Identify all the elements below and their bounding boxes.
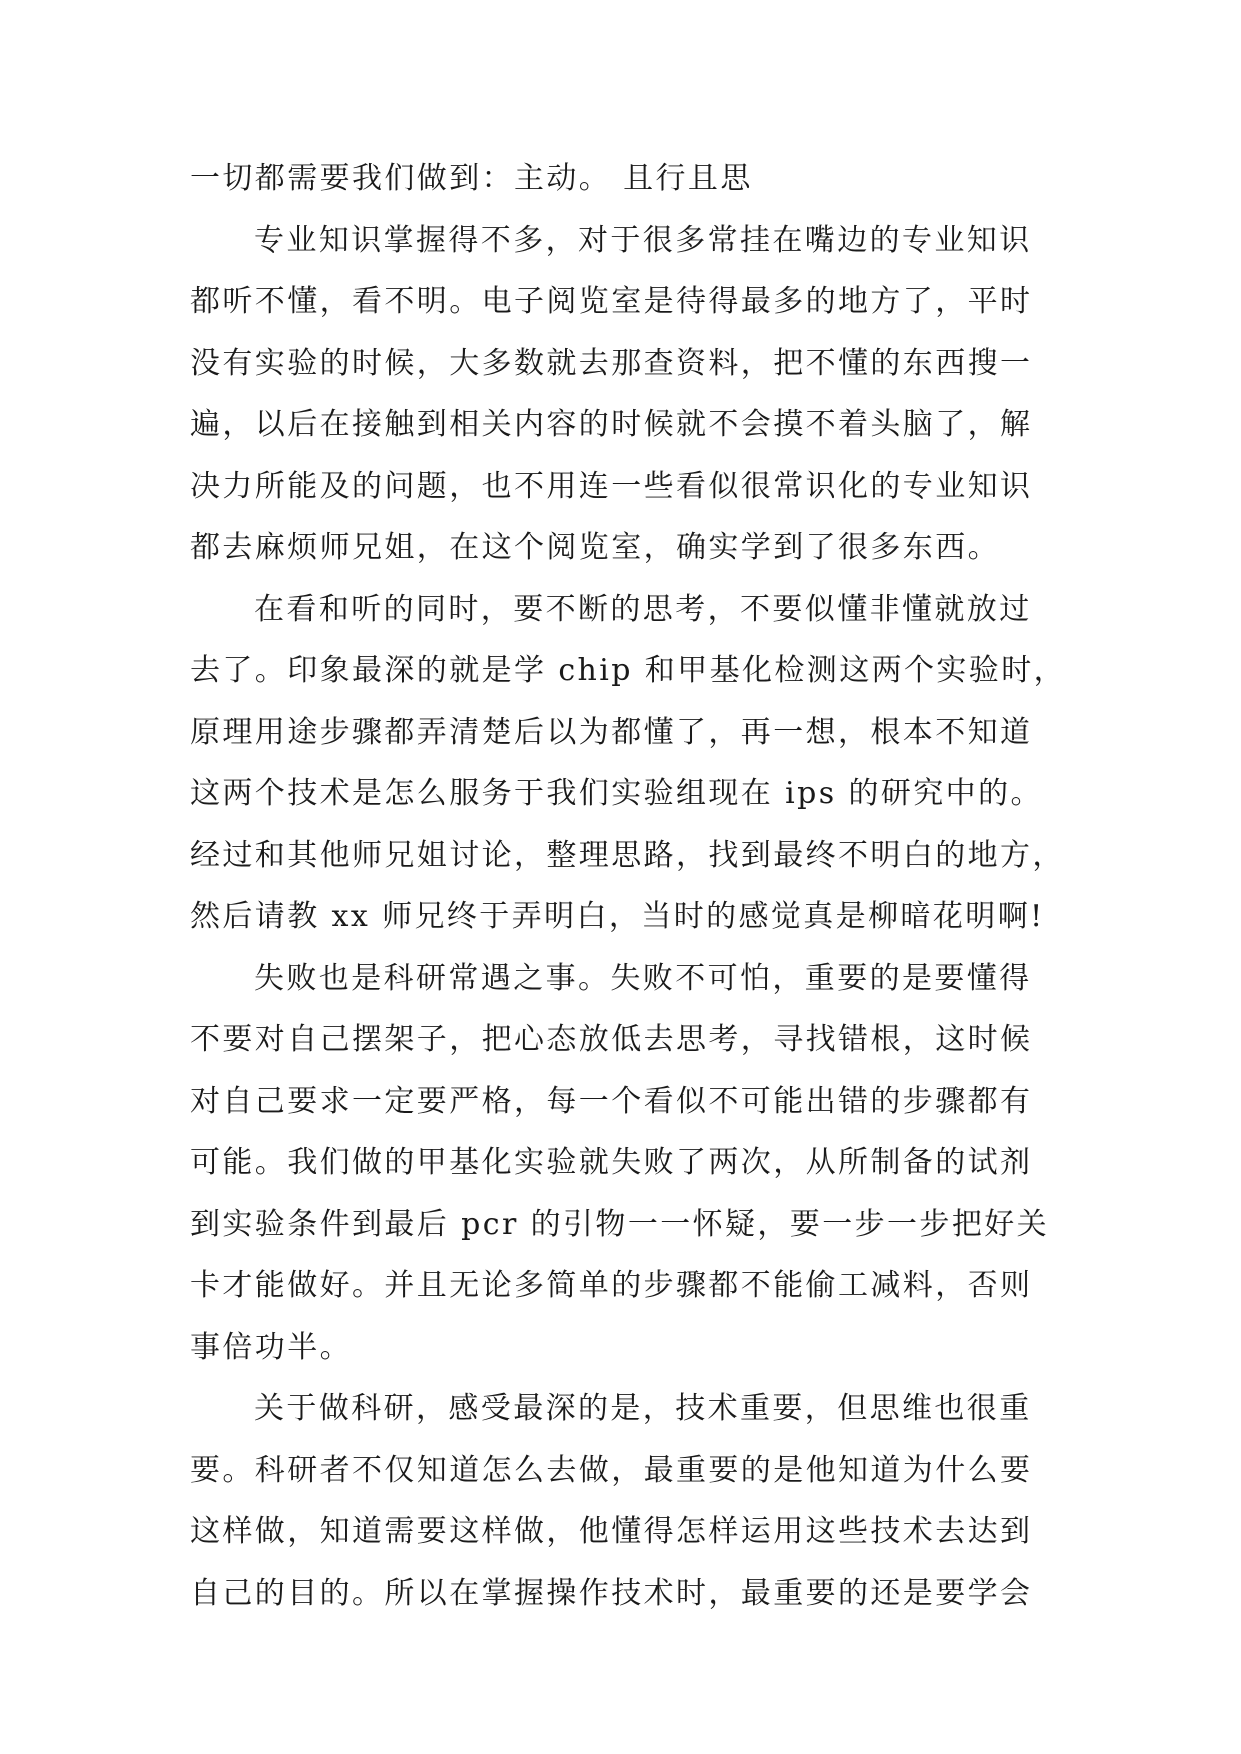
- text-line: 这两个技术是怎么服务于我们实验组现在 ips 的研究中的。: [190, 776, 1043, 811]
- text-line: 都去麻烦师兄姐，在这个阅览室，确实学到了很多东西。: [190, 530, 1000, 565]
- text-line: 一切都需要我们做到：主动。 且行且思: [190, 161, 753, 196]
- text-line: 自己的目的。所以在掌握操作技术时，最重要的还是要学会: [190, 1575, 1033, 1611]
- text-line: 决力所能及的问题，也不用连一些看似很常识化的专业知识: [190, 468, 1033, 504]
- text-line: 原理用途步骤都弄清楚后以为都懂了，再一想，根本不知道: [190, 714, 1033, 750]
- paragraph-start-line: 在看和听的同时，要不断的思考，不要似懂非懂就放过: [254, 591, 1032, 627]
- paragraph-start-line: 专业知识掌握得不多，对于很多常挂在嘴边的专业知识: [254, 222, 1032, 258]
- text-line: 对自己要求一定要严格，每一个看似不可能出错的步骤都有: [190, 1083, 1033, 1119]
- text-line: 没有实验的时候，大多数就去那查资料，把不懂的东西搜一: [190, 345, 1033, 381]
- text-line: 事倍功半。: [190, 1329, 352, 1365]
- paragraph-start-line: 关于做科研，感受最深的是，技术重要，但思维也很重: [254, 1391, 1032, 1426]
- text-line: 要。科研者不仅知道怎么去做，最重要的是他知道为什么要: [190, 1452, 1033, 1488]
- text-line: 去了。印象最深的就是学 chip 和甲基化检测这两个实验时，: [190, 653, 1066, 688]
- text-line: 不要对自己摆架子，把心态放低去思考，寻找错根，这时候: [190, 1022, 1033, 1057]
- text-line: 这样做，知道需要这样做，他懂得怎样运用这些技术去达到: [190, 1514, 1033, 1549]
- text-line: 到实验条件到最后 pcr 的引物一一怀疑，要一步一步把好关: [190, 1206, 1050, 1242]
- text-line: 遍，以后在接触到相关内容的时候就不会摸不着头脑了，解: [190, 407, 1033, 442]
- text-line: 经过和其他师兄姐讨论，整理思路，找到最终不明白的地方，: [190, 837, 1065, 873]
- text-line: 然后请教 xx 师兄终于弄明白，当时的感觉真是柳暗花明啊!: [190, 899, 1045, 934]
- text-line: 都听不懂，看不明。电子阅览室是待得最多的地方了，平时: [190, 284, 1033, 319]
- paragraph-start-line: 失败也是科研常遇之事。失败不可怕，重要的是要懂得: [254, 960, 1032, 996]
- text-line: 卡才能做好。并且无论多简单的步骤都不能偷工减料，否则: [190, 1268, 1033, 1303]
- body-text: [190, 158, 1066, 1634]
- text-line: 可能。我们做的甲基化实验就失败了两次，从所制备的试剂: [190, 1145, 1033, 1180]
